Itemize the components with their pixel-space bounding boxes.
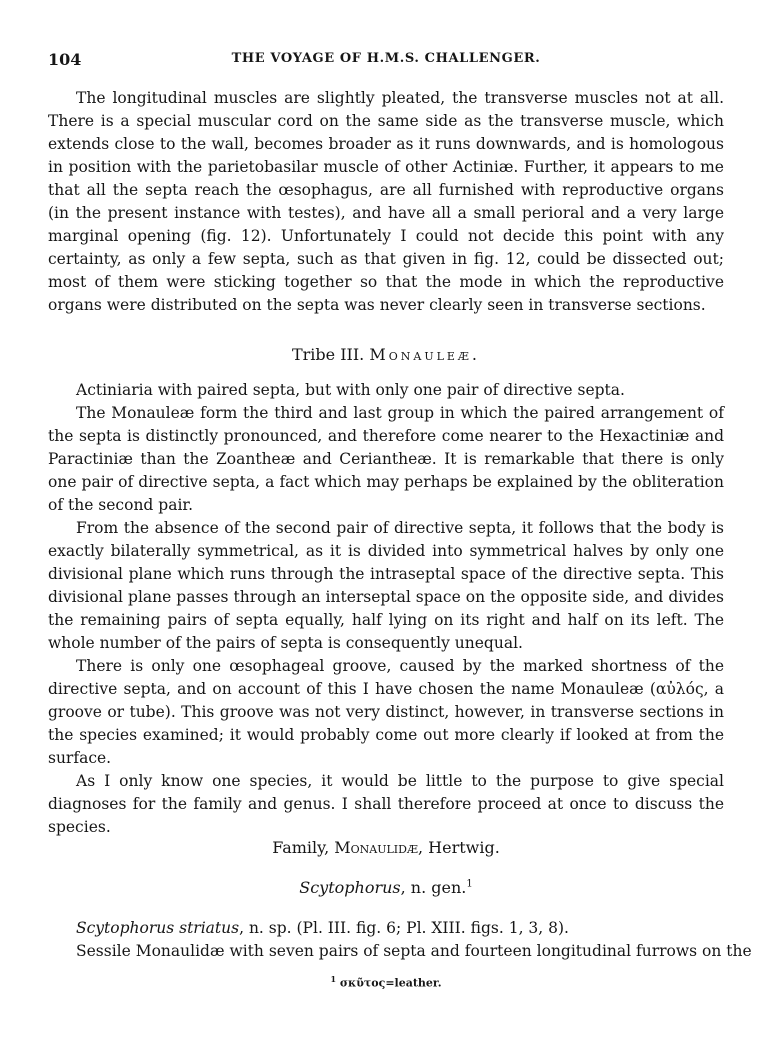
intro-block — [48, 87, 724, 317]
family-heading — [48, 838, 724, 857]
footnote-text: σκῦτος=leather. — [339, 976, 442, 990]
family-heading-suffix: , Hertwig. — [417, 838, 500, 857]
running-title: THE VOYAGE OF H.M.S. CHALLENGER. — [231, 51, 541, 66]
footnote-mark: 1 — [330, 974, 337, 984]
paragraph: Actiniaria with paired septa, but with only one pair of directive septa. — [76, 381, 625, 399]
paragraph: Sessile Monaulidæ with seven pairs of septa and fourteen longitudinal furrows on the — [76, 942, 752, 960]
genus-name: Scytophorus — [299, 878, 401, 897]
tribe-heading — [48, 345, 724, 364]
footnote — [48, 974, 724, 990]
paragraph: As I only know one species, it would be little to the purpose to give special diagnoses for the family and genus. I shall therefore proceed at once to discuss the species. — [48, 772, 724, 836]
tribe-section — [48, 379, 724, 839]
paragraph: The Monauleæ form the third and last group in which the paired arrangement of the septa is distinctly pronounced, and therefore come nearer to the Hexactiniæ and Paractiniæ than the Zoantheæ and Ceriantheæ. It is remarkable that there is only one pair of directive septa, a fact which may perhaps be explained by the obliteration of the second pair. — [48, 404, 724, 514]
species-block — [48, 917, 752, 963]
running-head — [48, 50, 724, 72]
species-line — [48, 917, 724, 940]
species-name: Scytophorus striatus — [76, 919, 240, 937]
family-heading-name: Monaulidæ — [334, 838, 418, 857]
page-number: 104 — [48, 50, 82, 69]
genus-suffix: , n. gen. — [400, 878, 467, 897]
tribe-heading-name: Monauleæ. — [369, 345, 481, 364]
paragraph: The longitudinal muscles are slightly pleated, the transverse muscles not at all. There is a special muscular cord on the same side as the transverse muscle, which extends close to the wall, becomes broader as it runs downwards, and is homologous in position with the parietobasilar muscle of other Actiniæ. Further, it appears to me that all the septa reach the œsophagus, are all furnished with reproductive organs (in the present instance with testes), and have all a small perioral and a very large marginal opening (fig. 12). Unfortunately I could not decide this point with any certainty, as only a few septa, such as that given in fig. 12, could be dissected out; most of them were sticking together so that the mode in which the reproductive organs were distributed on the septa was never clearly seen in transverse sections. — [48, 89, 724, 314]
genus-heading — [48, 878, 724, 897]
footnote-reference: 1 — [466, 878, 473, 890]
species-rest: , n. sp. (Pl. III. fig. 6; Pl. XIII. figs. 1, 3, 8). — [239, 919, 569, 937]
paragraph: There is only one œsophageal groove, caused by the marked shortness of the directive septa, and on account of this I have chosen the name Monauleæ (αὐλός, a groove or tube). This groove was not very distinct, however, in transverse sections in the species examined; it would probably come out more clearly if looked at from the surface. — [48, 657, 724, 767]
paragraph: From the absence of the second pair of directive septa, it follows that the body is exactly bilaterally symmetrical, as it is divided into symmetrical halves by only one divisional plane which runs through the intraseptal space of the directive septa. This divisional plane passes through an interseptal space on the opposite side, and divides the remaining pairs of septa equally, half lying on its right and half on its left. The whole number of the pairs of septa is consequently unequal. — [48, 519, 724, 652]
tribe-heading-prefix: Tribe III. — [291, 345, 365, 364]
family-heading-prefix: Family, — [272, 838, 330, 857]
